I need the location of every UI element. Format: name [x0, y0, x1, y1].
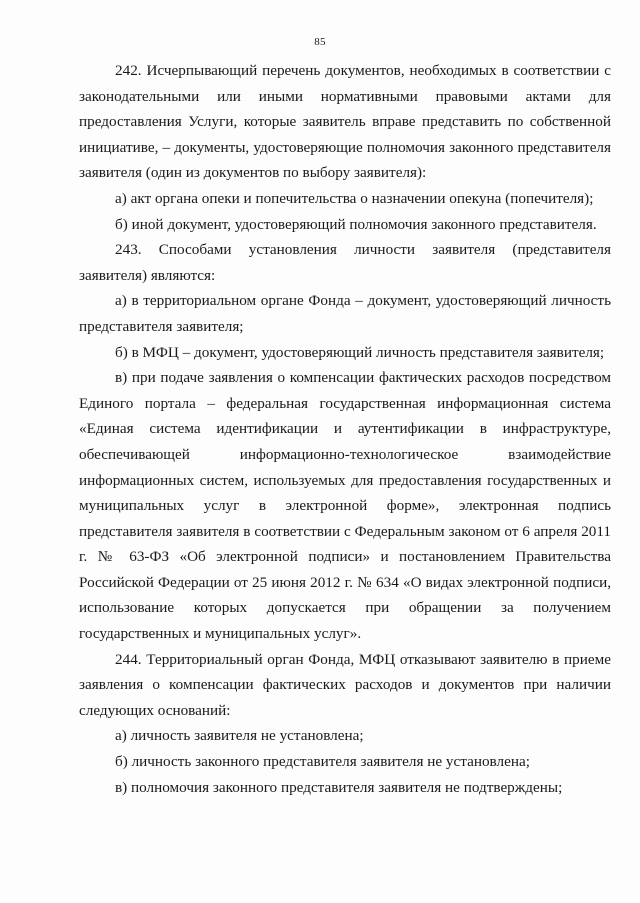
- paragraph-242-a: а) акт органа опеки и попечительства о назначении опекуна (попечителя);: [115, 189, 594, 207]
- paragraph-243-a: а) в территориальном органе Фонда – документ, удостоверяющий личность представителя заявителя;: [79, 292, 611, 335]
- paragraph-242: 242. Исчерпывающий перечень документов, необходимых в соответствии с законодательными или иными нормативными правовыми актами для предоставления Услуги, которые заявитель вправе представить по собственной инициативе, – документы, удостоверяющие полномочия законного представителя заявителя (один из документов по выбору заявителя):: [79, 62, 611, 182]
- paragraph-243-c: в) при подаче заявления о компенсации фактических расходов посредством Единого портала – федеральная государственная информационная система «Единая система идентификации и аутентификации в инфраструктуре, обеспечивающей информационно-технологическое взаимодействие информационных систем, используемых для предоставления государственных и муниципальных услуг в электронной форме», электронная подпись представителя заявителя в соответствии с Федеральным законом от 6 апреля 2011 г. № 63-ФЗ «Об электронной подписи» и постановлением Правительства Российской Федерации от 25 июня 2012 г. № 634 «О видах электронной подписи, использование которых допускается при обращении за получением государственных и муниципальных услуг».: [79, 369, 611, 643]
- paragraph-244-a: а) личность заявителя не установлена;: [115, 727, 364, 745]
- paragraph-244-c: в) полномочия законного представителя заявителя не подтверждены;: [115, 778, 563, 796]
- paragraph-242-b: б) иной документ, удостоверяющий полномочия законного представителя.: [115, 215, 597, 233]
- paragraph-243-b: б) в МФЦ – документ, удостоверяющий личность представителя заявителя;: [115, 343, 605, 361]
- paragraph-244-b: б) личность законного представителя заявителя не установлена;: [115, 753, 530, 771]
- paragraph-243: 243. Способами установления личности заявителя (представителя заявителя) являются:: [79, 241, 611, 284]
- page-number: 85: [314, 36, 326, 48]
- paragraph-244: 244. Территориальный орган Фонда, МФЦ отказывают заявителю в приеме заявления о компенсации фактических расходов и документов при наличии следующих оснований:: [79, 650, 611, 719]
- document-body: [79, 58, 611, 800]
